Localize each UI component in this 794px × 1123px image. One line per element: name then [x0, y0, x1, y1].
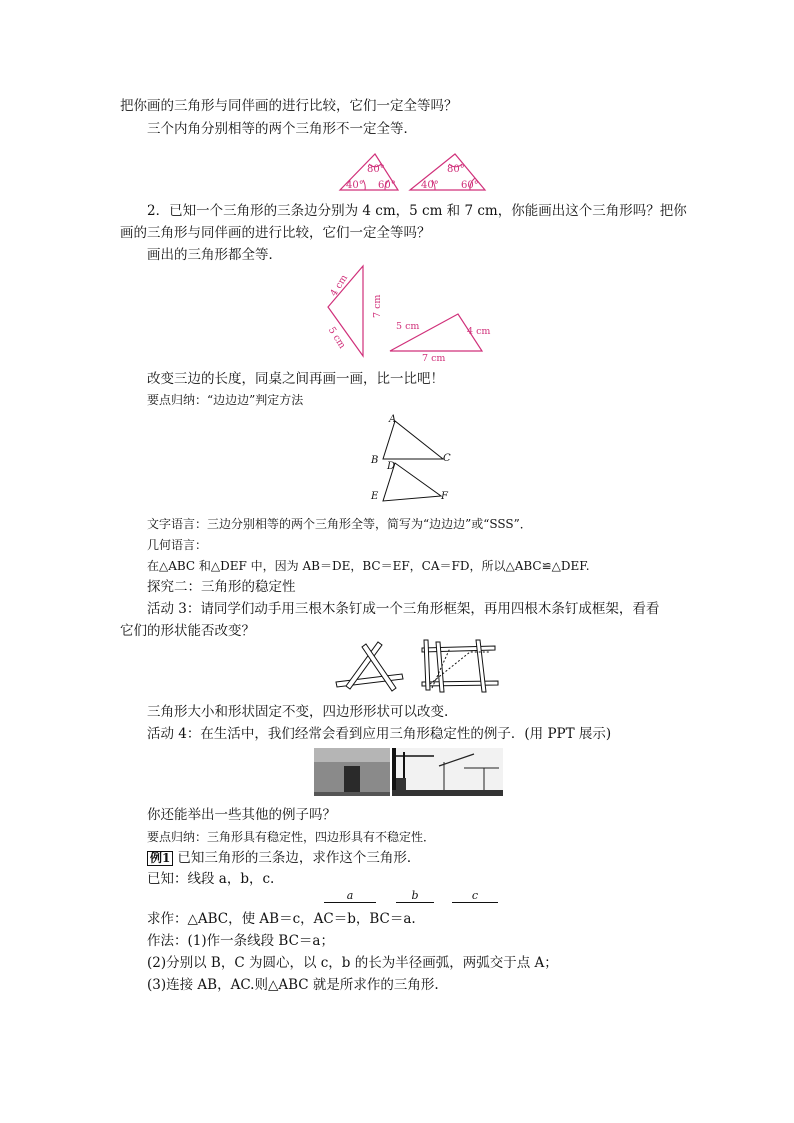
para-5: 画出的三角形都全等．: [147, 247, 282, 263]
t1-top-angle: 80°: [367, 164, 385, 175]
sss-triangles-figure: [365, 413, 455, 505]
para-14: 三角形大小和形状固定不变，四边形形状可以改变.: [147, 704, 449, 720]
label-f: F: [441, 491, 448, 502]
para-19: 已知：线段 a，b，c.: [147, 871, 275, 887]
label-c: C: [443, 453, 451, 464]
para-8: 文字语言：三边分别相等的两个三角形全等，简写为“边边边”或“SSS”．: [147, 517, 532, 531]
t1-right-angle: 60°: [378, 180, 396, 191]
t2-side-4: 4 cm: [467, 326, 491, 337]
para-12: 活动 3：请同学们动手用三根木条钉成一个三角形框架，再用四根木条钉成框架，看看: [147, 601, 660, 617]
para-17: 要点归纳：三角形具有稳定性，四边形具有不稳定性．: [147, 830, 436, 844]
t1-side-7: 7 cm: [372, 294, 383, 318]
para-9: 几何语言：: [147, 538, 208, 552]
para-23: (3)连接 AB，AC.则△ABC 就是所求作的三角形.: [147, 977, 439, 993]
para-7: 要点归纳：“边边边”判定方法: [147, 393, 304, 407]
label-e: E: [371, 491, 379, 502]
para-21: 作法：(1)作一条线段 BC＝a；: [147, 933, 334, 949]
para-18: 已知三角形的三条边，求作这个三角形．: [177, 850, 421, 866]
t2-right-angle: 60°: [461, 180, 479, 191]
segment-c: c: [452, 890, 498, 903]
label-b: B: [371, 455, 379, 466]
side-triangles-figure: [318, 262, 498, 362]
segment-b: b: [396, 890, 434, 903]
t1-left-angle: 40°: [346, 180, 364, 191]
para-1: 把你画的三角形与同伴画的进行比较，它们一定全等吗？: [120, 98, 458, 114]
para-15: 活动 4：在生活中，我们经常会看到应用三角形稳定性的例子．(用 PPT 展示): [147, 726, 612, 742]
label-d: D: [387, 461, 396, 472]
t1-side-4: 4 cm: [328, 272, 351, 299]
t2-top-angle: 80°: [447, 164, 465, 175]
para-6: 改变三边的长度，同桌之间再画一画，比一比吧！: [147, 371, 444, 387]
para-2: 三个内角分别相等的两个三角形不一定全等．: [147, 121, 417, 137]
photo-door-and-cranes: [314, 748, 503, 796]
segment-a: a: [324, 890, 376, 903]
para-22: (2)分别以 B，C 为圆心，以 c，b 的长为半径画弧，两弧交于点 A；: [147, 955, 558, 971]
para-11: 探究二：三角形的稳定性: [147, 579, 296, 595]
para-16: 你还能举出一些其他的例子吗？: [147, 807, 336, 823]
para-13: 它们的形状能否改变？: [120, 623, 255, 639]
t1-side-5: 5 cm: [325, 325, 348, 351]
label-a: A: [389, 414, 397, 425]
stability-photos: [314, 748, 503, 796]
example-line: [147, 849, 420, 867]
para-3: 2．已知一个三角形的三条边分别为 4 cm，5 cm 和 7 cm，你能画出这个三角形吗？把你: [147, 203, 687, 219]
para-20: 求作：△ABC，使 AB＝c，AC＝b，BC＝a.: [147, 911, 416, 927]
angle-triangles-figure: [335, 150, 495, 195]
para-10: 在△ABC 和△DEF 中，因为 AB＝DE，BC＝EF，CA＝FD，所以△ABC≌△DEF.: [147, 559, 590, 573]
t2-side-7: 7 cm: [422, 353, 446, 362]
t2-left-angle: 40°: [421, 180, 439, 191]
t2-side-5: 5 cm: [396, 321, 420, 332]
example-badge: 例1: [147, 851, 173, 866]
para-4: 画的三角形与同伴画的进行比较，它们一定全等吗？: [120, 225, 431, 241]
frames-figure: [330, 638, 505, 694]
